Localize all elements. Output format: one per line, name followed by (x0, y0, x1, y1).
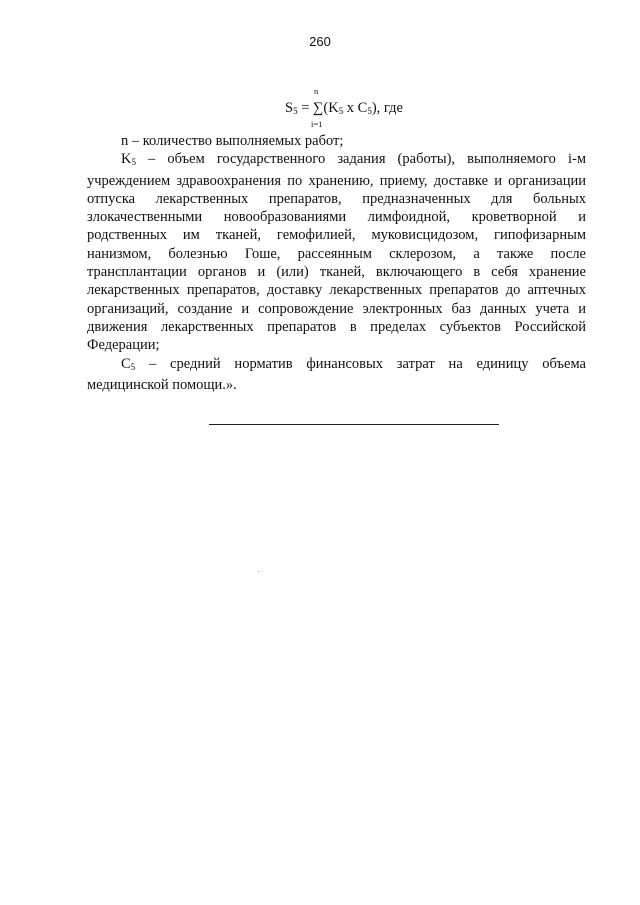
document-body (87, 132, 586, 394)
k5-text: – объем государственного задания (работы), выполняемого i-м учреждением здравоохранения по хранению, приему, доставке и организации отпуска лекарственных препаратов, предназначенных для больных злокачественными новообразованиями лимфоидной, кроветворной и родственных им тканей, гемофилией, муковисцидозом, гипофизарным нанизмом, болезнью Гоше, рассеянным склерозом, а также после трансплантации органов и (или) тканей, включающего в себя хранение лекарственных препаратов, доставку лекарственных препаратов до аптечных организаций, создание и сопровождение электронных баз данных учета и движения лекарственных препаратов в пределах субъектов Российской Федерации; (87, 151, 586, 354)
formula-close: ), где (371, 100, 403, 116)
sigma-upper-limit: n (314, 86, 319, 96)
formula-equals: = (301, 100, 310, 116)
formula-lhs-sub: 5 (293, 106, 298, 116)
end-rule (209, 424, 499, 425)
page-number: 260 (309, 34, 331, 49)
paragraph-c5-definition (87, 355, 586, 395)
formula-k-sub: 5 (338, 106, 344, 116)
formula-times: x C (343, 100, 368, 116)
formula-c-sub: 5 (367, 106, 372, 116)
formula-open: (K (323, 100, 339, 116)
c5-text: – средний норматив финансовых затрат на единицу объема медицинской помощи.». (87, 355, 586, 393)
k5-subscript: 5 (131, 157, 136, 168)
c5-symbol: C (121, 355, 131, 372)
scan-speck (258, 571, 259, 572)
k5-symbol: K (121, 151, 132, 168)
paragraph-k5-definition (87, 150, 586, 354)
formula-lhs: S (285, 100, 294, 116)
c5-subscript: 5 (130, 361, 136, 372)
formula (285, 86, 403, 129)
sigma-symbol: ∑ (313, 100, 324, 116)
sigma-operator (311, 86, 324, 129)
sigma-lower-limit: i=1 (311, 119, 323, 129)
paragraph-n-definition: n – количество выполняемых работ; (121, 133, 344, 149)
